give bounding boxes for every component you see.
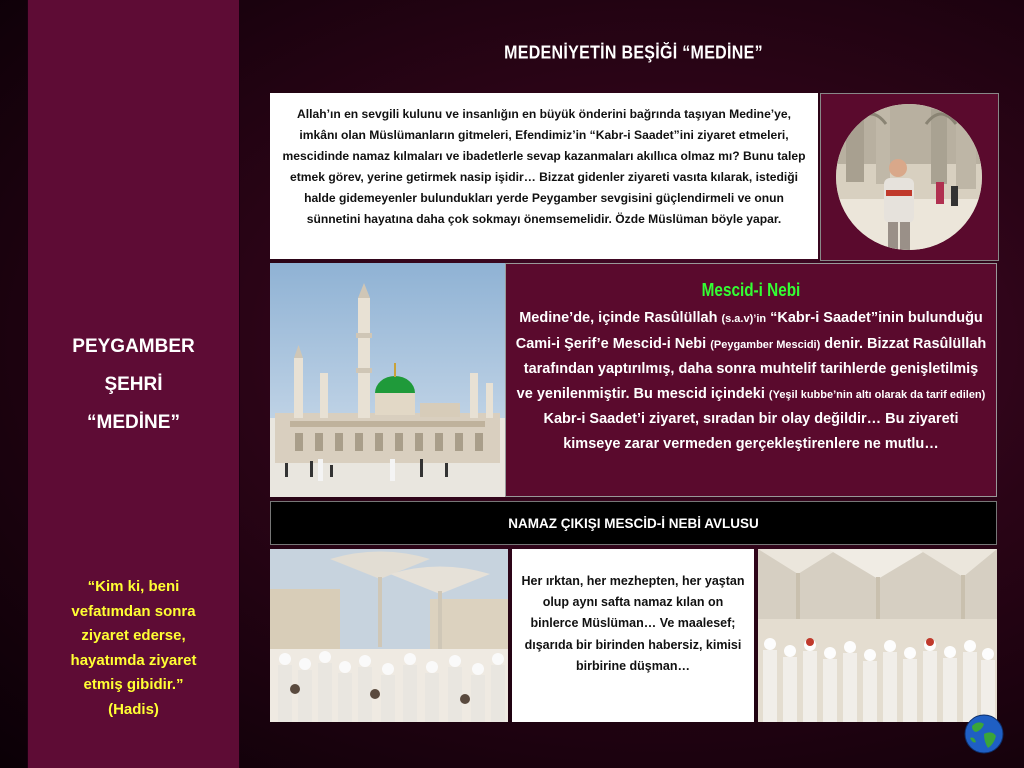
quote-line-6: (Hadis) — [108, 700, 159, 718]
mescid-title: Mescid-i Nebi — [701, 280, 801, 300]
globe-icon — [964, 714, 1004, 754]
side-title — [28, 328, 239, 442]
quote-line-1: “Kim ki, beni — [87, 578, 180, 595]
side-panel — [27, 0, 240, 768]
mescid-text — [514, 306, 988, 456]
photo-caption: NAMAZ ÇIKIŞI MESCİD-İ NEBİ AVLUSU — [270, 501, 997, 545]
mescid-info-box — [505, 263, 997, 497]
quote-line-2: vefatımdan sonra — [71, 602, 196, 620]
side-title-line-2: ŞEHRİ — [104, 374, 163, 395]
quote-line-4: hayatımda ziyaret — [70, 651, 197, 669]
mescid-text-note-3: (Yeşil kubbe’nin altı olarak da tarif edilen) — [768, 388, 986, 401]
intro-text-box: Allah’ın en sevgili kulunu ve insanlığın en büyük önderini bağrında taşıyan Medine’ye, imkânı olan Müslümanların gitmeleri, Efendimiz’in “Kabr-i Saadet”ini ziyaret etmeleri, mescidinde namaz kılmaları ve ibadetlerle sevap kazanmaları akıllıca olmaz mı? Bunu talep etmek görev, yerine getirmek nasip işidir… Bizzat gidenler ziyareti vasıta kılarak, istediği halde gidemeyenler bulundukları yerde Peygamber sevgisini güçlendirmeli ve onun sünnetini hayatına daha çok sokmayı önemsemelidir. Özde Müslüman böyle yapar. — [270, 93, 818, 259]
side-title-line-1: PEYGAMBER — [72, 336, 195, 357]
mescid-text-part-3: denir. Bizzat Rasûlüllah tarafından yaptırılmış, daha sonra muhtelif tarihlerde genişletilmiş ve yenilenmiştir. Bu mescid içindeki — [516, 335, 987, 402]
side-title-line-3: “MEDİNE” — [87, 412, 180, 433]
courtyard-crowd-photo-left — [270, 549, 508, 722]
quote-line-5: etmiş gibidir.” — [83, 676, 184, 693]
prayer-rows-text-box: Her ırktan, her mezhepten, her yaştan olup aynı safta namaz kılan on binlerce Müslüman… Ve maalesef; dışarıda bir birinden habersiz, kimisi birbirine düşman… — [512, 549, 754, 722]
portrait-photo — [836, 104, 982, 250]
mescid-text-part-4: Kabr-i Saadet’i ziyaret, sıradan bir olay değildir… Bu ziyareti kimseye zarar vermeden gerçekleştirenlere ne mutlu… — [543, 411, 959, 452]
mescid-text-part-1: Medine’de, içinde Rasûlüllah — [519, 310, 722, 326]
page-title: MEDENİYETİN BEŞİĞİ “MEDİNE” — [504, 43, 763, 64]
mescid-text-part-2: “Kabr-i Saadet”inin bulunduğu Cami-i Şerif’e Mescid-i Nebi — [515, 310, 983, 352]
courtyard-crowd-photo-right — [758, 549, 997, 722]
quote-line-3: ziyaret ederse, — [81, 627, 186, 644]
mescid-text-note-2: (Peygamber Mescidi) — [710, 338, 821, 351]
portrait-frame — [820, 93, 999, 261]
mescid-text-note-1: (s.a.v)’in — [721, 313, 767, 325]
mosque-photo — [270, 263, 505, 497]
hadith-quote — [38, 575, 229, 722]
